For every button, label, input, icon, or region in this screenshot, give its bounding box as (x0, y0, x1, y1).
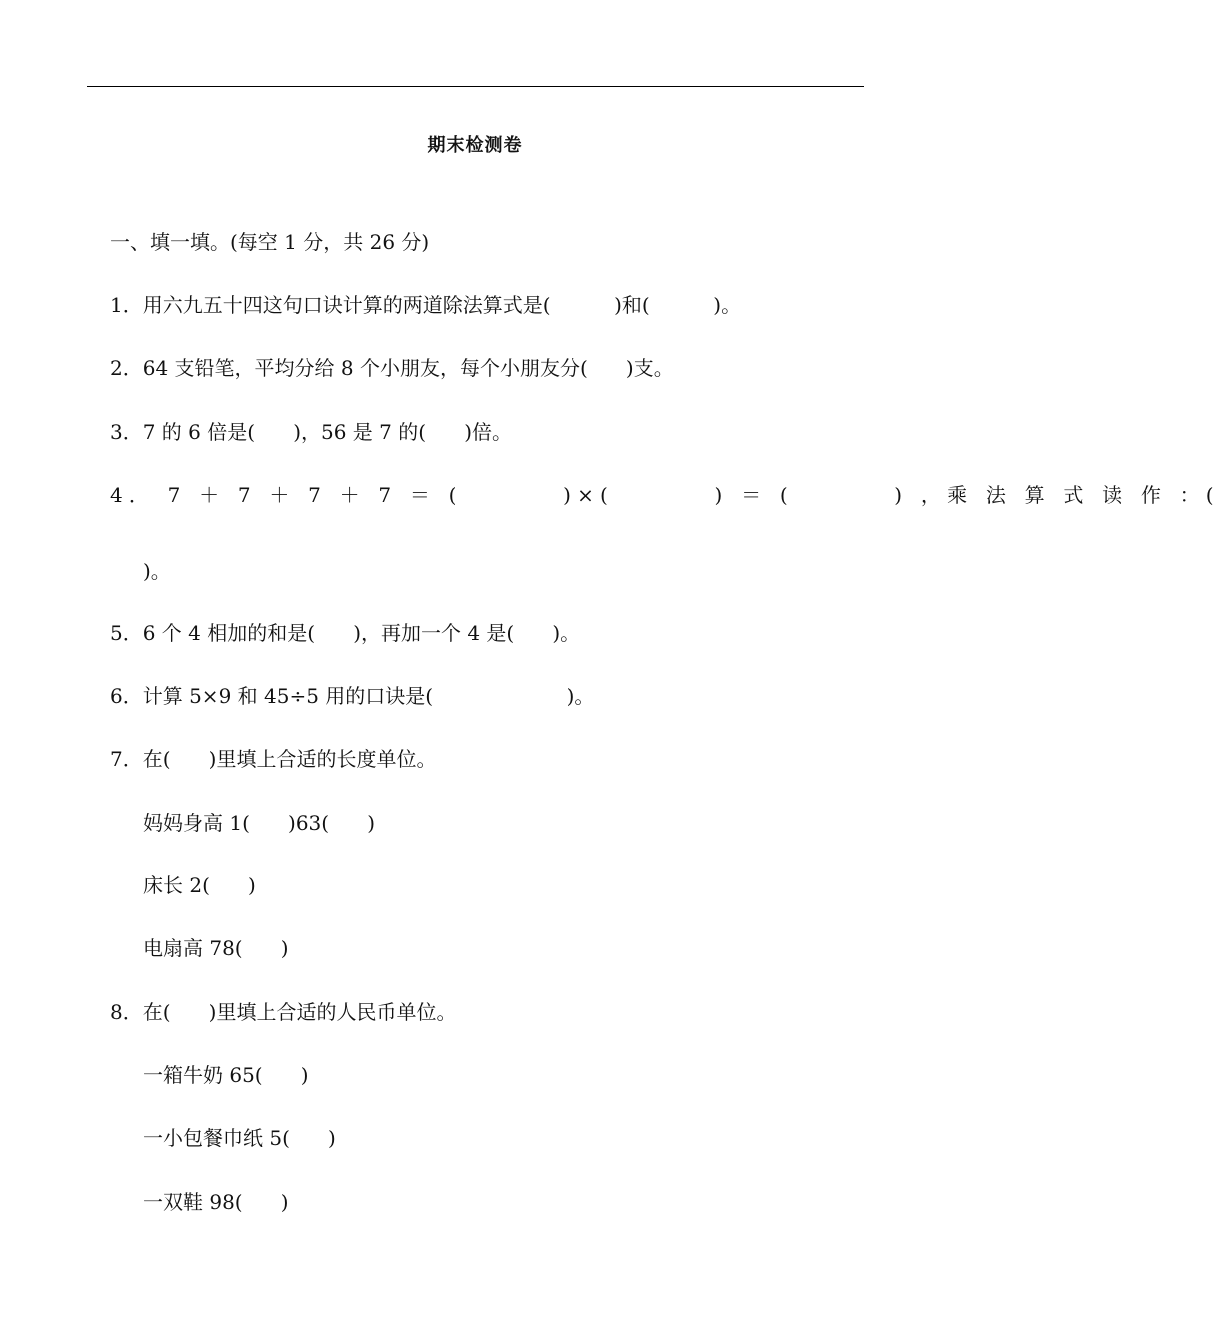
question-4-continued: )。 (143, 559, 171, 583)
question-1: 1．用六九五十四这句口诀计算的两道除法算式是( )和( )。 (110, 293, 742, 317)
question-8-item-c: 一双鞋 98( ) (143, 1190, 289, 1214)
question-7-item-a: 妈妈身高 1( )63( ) (143, 811, 376, 835)
header-rule (87, 86, 864, 87)
question-7-item-b: 床长 2( ) (143, 873, 256, 897)
section-heading: 一、填一填。(每空 1 分，共 26 分) (110, 230, 430, 254)
question-5: 5．6 个 4 相加的和是( )，再加一个 4 是( )。 (110, 621, 581, 645)
question-7: 7．在( )里填上合适的长度单位。 (110, 747, 437, 771)
question-8: 8．在( )里填上合适的人民币单位。 (110, 1000, 457, 1024)
question-8-item-a: 一箱牛奶 65( ) (143, 1063, 309, 1087)
question-6: 6．计算 5×9 和 45÷5 用的口诀是( )。 (110, 684, 595, 708)
question-2: 2．64 支铅笔，平均分给 8 个小朋友，每个小朋友分( )支。 (110, 356, 674, 380)
page-title: 期末检测卷 (427, 135, 523, 156)
question-7-item-c: 电扇高 78( ) (143, 936, 289, 960)
question-3: 3．7 的 6 倍是( )，56 是 7 的( )倍。 (110, 420, 512, 444)
question-8-item-b: 一小包餐巾纸 5( ) (143, 1126, 336, 1150)
question-4: 4． 7 ＋ 7 ＋ 7 ＋ 7 ＝ ( )×( ) ＝ ( ) ，乘 法 算 式 读 作 ：( (110, 483, 1220, 507)
